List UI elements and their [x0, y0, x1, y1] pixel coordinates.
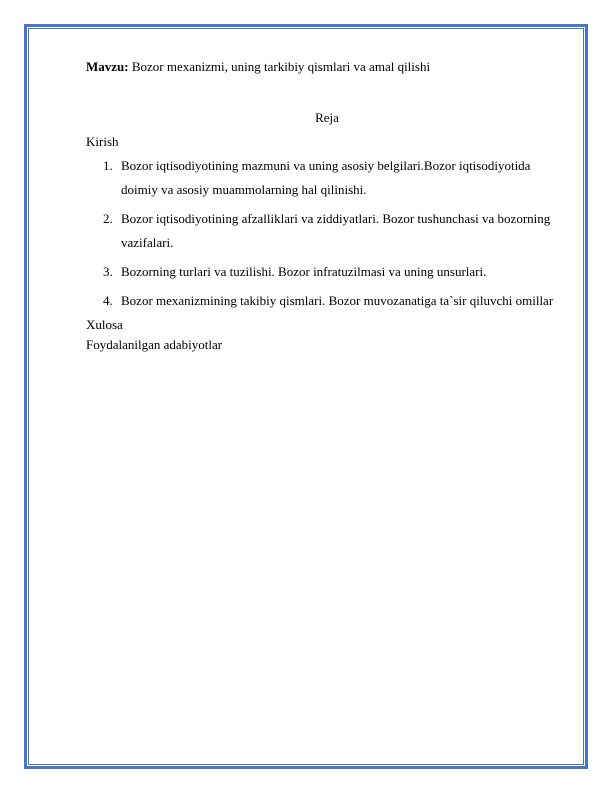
topic-text: Bozor mexanizmi, uning tarkibiy qismlari va amal qilishi: [128, 59, 431, 74]
plan-item-1: [86, 154, 556, 202]
plan-list: [86, 154, 556, 313]
conclusion-line: Xulosa: [86, 317, 123, 332]
intro-line: Kirish: [86, 134, 119, 149]
plan-item-number: 3.: [103, 264, 113, 279]
plan-title: Reja: [315, 110, 339, 125]
plan-item-number: 1.: [103, 158, 113, 173]
plan-item-text: Bozor iqtisodiyotining afzalliklari va ziddiyatlari. Bozor tushunchasi va bozorning vazifalari.: [121, 211, 551, 250]
plan-item-text: Bozor mexanizmining takibiy qismlari. Bozor muvozanatiga ta`sir qiluvchi omillar: [121, 293, 554, 308]
plan-item-number: 4.: [103, 293, 113, 308]
document-body: [86, 57, 556, 355]
plan-item-4: [86, 289, 556, 313]
topic-label: Mavzu:: [86, 59, 129, 74]
plan-item-text: Bozorning turlari va tuzilishi. Bozor infratuzilmasi va uning unsurlari.: [121, 264, 487, 279]
references-line: Foydalanilgan adabiyotlar: [86, 337, 223, 352]
plan-item-3: [86, 260, 556, 284]
plan-item-number: 2.: [103, 211, 113, 226]
plan-item-2: [86, 207, 556, 255]
plan-item-text: Bozor iqtisodiyotining mazmuni va uning asosiy belgilari.Bozor iqtisodiyotida doimiy va asosiy muammolarning hal qilinishi.: [121, 158, 531, 197]
topic-line: [86, 57, 556, 77]
